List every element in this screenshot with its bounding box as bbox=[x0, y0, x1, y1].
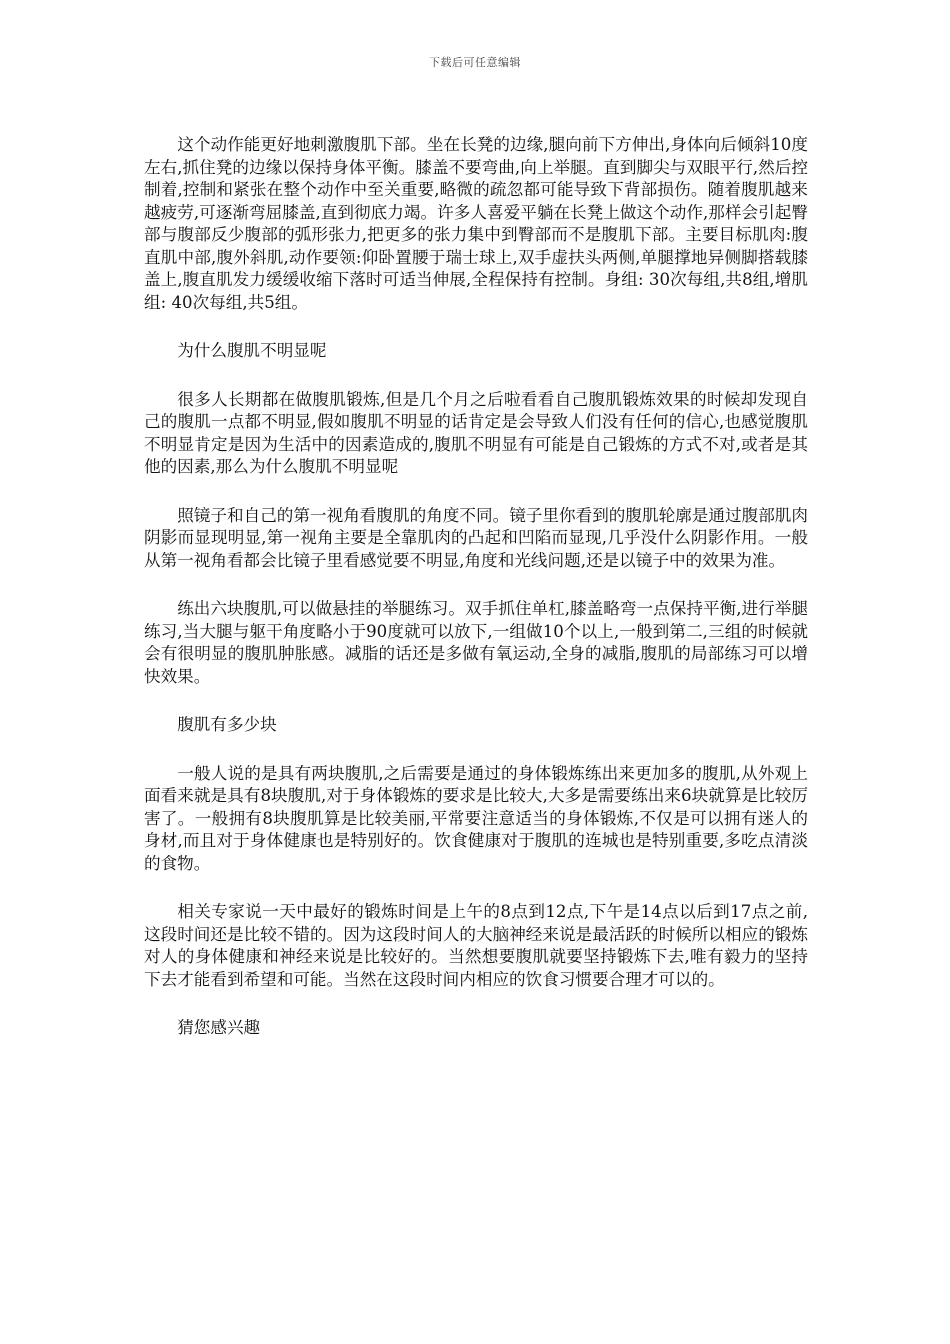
paragraph-abs-count: 一般人说的是具有两块腹肌,之后需要是通过的身体锻炼练出来更加多的腹肌,从外观上面看来就是具有8块腹肌,对于身体锻炼的要求是比较大,大多是需要练出来6块就算是比较厉害了。一般拥有8块腹肌算是比较美丽,平常要注意适当的身体锻炼,不仅是可以拥有迷人的身材,而且对于身体健康也是特别好的。饮食健康对于腹肌的连城也是特别重要,多吃点清淡的食物。 bbox=[144, 763, 808, 873]
section-heading-why-abs-not-visible: 为什么腹肌不明显呢 bbox=[177, 341, 327, 360]
page-header: 下载后可任意编辑 bbox=[429, 56, 521, 69]
paragraph-best-training-time: 相关专家说一天中最好的锻炼时间是上午的8点到12点,下午是14点以后到17点之前,这段时间还是比较不错的。因为这段时间人的大脑神经来说是最活跃的时候所以相应的锻炼对人的身体健康和神经来说是比较好的。当然想要腹肌就要坚持锻炼下去,唯有毅力的坚持下去才能看到希望和可能。当然在这段时间内相应的饮食习惯要合理才可以的。 bbox=[144, 902, 808, 989]
section-heading-you-may-like: 猜您感兴趣 bbox=[177, 1018, 261, 1037]
paragraph-leg-raise: 这个动作能更好地刺激腹肌下部。坐在长凳的边缘,腿向前下方伸出,身体向后倾斜10度左右,抓住凳的边缘以保持身体平衡。膝盖不要弯曲,向上举腿。直到脚尖与双眼平行,然后控制着,控制和紧张在整个动作中至关重要,略微的疏忽都可能导致下背部损伤。随着腹肌越来越疲劳,可逐渐弯屈膝盖,直到彻底力竭。许多人喜爱平躺在长凳上做这个动作,那样会引起臀部与腹部反少腹部的弧形张力,把更多的张力集中到臀部而不是腹肌下部。主要目标肌肉:腹直肌中部,腹外斜肌,动作要领:仰卧置腰于瑞士球上,双手虚扶头两侧,单腿撑地异侧脚搭载膝盖上,腹直肌发力缓缓收缩下落时可适当伸展,全程保持有控制。身组: 30次每组,共8组,增肌组: 40次每组,共5组。 bbox=[144, 135, 808, 312]
section-heading-how-many-abs: 腹肌有多少块 bbox=[177, 715, 277, 734]
paragraph-hanging-leg-raise: 练出六块腹肌,可以做悬挂的举腿练习。双手抓住单杠,膝盖略弯一点保持平衡,进行举腿练习,当大腿与躯干角度略小于90度就可以放下,一组做10个以上,一般到第二,三组的时候就会有很明显的腹肌肿胀感。减脂的话还是多做有氧运动,全身的减脂,腹肌的局部练习可以增快效果。 bbox=[144, 599, 808, 686]
paragraph-abs-not-visible: 很多人长期都在做腹肌锻炼,但是几个月之后啦看看自己腹肌锻炼效果的时候却发现自己的腹肌一点都不明显,假如腹肌不明显的话肯定是会导致人们没有任何的信心,也感觉腹肌不明显肯定是因为生活中的因素造成的,腹肌不明显有可能是自己锻炼的方式不对,或者是其他的因素,那么为什么腹肌不明显呢 bbox=[144, 389, 808, 476]
document-body bbox=[144, 134, 808, 1066]
paragraph-mirror-angle: 照镜子和自己的第一视角看腹肌的角度不同。镜子里你看到的腹肌轮廓是通过腹部肌肉阴影而显现明显,第一视角主要是全靠肌肉的凸起和凹陷而显现,几乎没什么阴影作用。一般从第一视角看都会比镜子里看感觉要不明显,角度和光线问题,还是以镜子中的效果为准。 bbox=[144, 505, 808, 570]
